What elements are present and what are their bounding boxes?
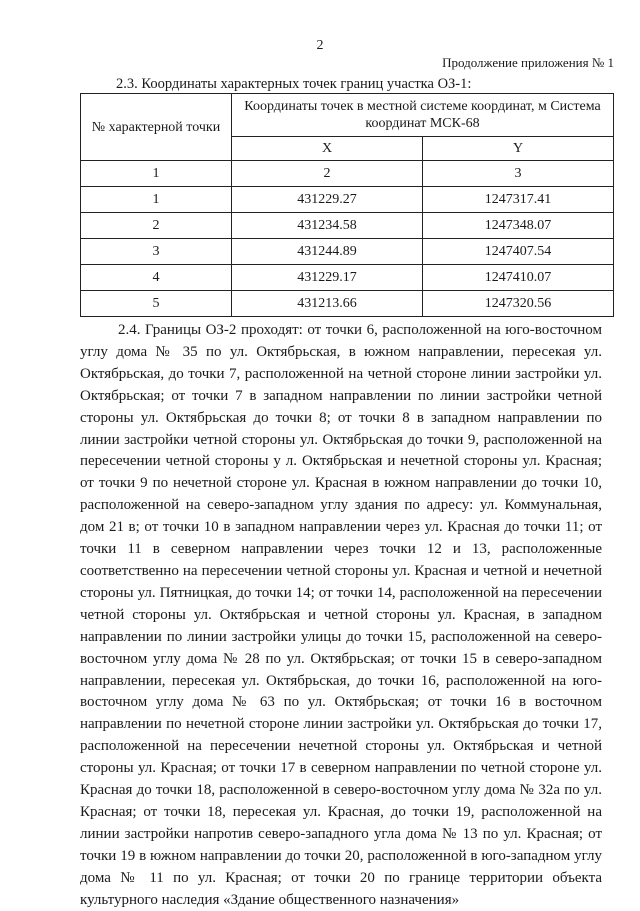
point-number: 4	[81, 265, 232, 291]
y-value: 1247320.56	[423, 291, 614, 317]
table-row	[81, 239, 614, 265]
page-number: 2	[316, 38, 324, 53]
x-value: 431213.66	[232, 291, 423, 317]
table-row	[81, 187, 614, 213]
table-title: 2.3. Координаты характерных точек границ участка ОЗ-1:	[116, 76, 472, 92]
header-x: X	[232, 137, 423, 161]
x-value: 431229.17	[232, 265, 423, 291]
y-value: 1247317.41	[423, 187, 614, 213]
table-cell: 3	[423, 161, 614, 187]
y-value: 1247348.07	[423, 213, 614, 239]
x-value: 431244.89	[232, 239, 423, 265]
table-index-row	[81, 161, 614, 187]
table-row	[81, 291, 614, 317]
header-point-number: № характерной точки	[81, 94, 232, 161]
table-cell: 1	[81, 161, 232, 187]
coordinates-table	[80, 93, 614, 317]
header-coordinates: Координаты точек в местной системе координат, м Система координат МСК-68	[232, 94, 614, 137]
x-value: 431229.27	[232, 187, 423, 213]
boundary-description	[80, 320, 602, 911]
point-number: 5	[81, 291, 232, 317]
paragraph-2-4: 2.4. Границы ОЗ-2 проходят: от точки 6, расположенной на юго-восточном углу дома № 35 по ул. Октябрьская, в южном направлении, пересекая ул. Октябрьская, до точки 7, расположенной на четной стороне линии застройки ул. Октябрьская; от точки 7 в западном направлении по линии застройки четной стороны ул. Октябрьская до точки 8; от точки 8 в западном направлении по линии застройки четной стороны ул. Октябрьская до точки 9, расположенной на пересечении четной стороны у л. Октябрьская и нечетной стороны ул. Красная; от точки 9 по нечетной стороне ул. Красная в южном направлении до точки 10, расположенной на северо-западном углу здания по адресу: ул. Коммунальная, дом 21 в; от точки 10 в западном направлении через ул. Красная до точки 11; от точки 11 в северном направлении через точки 12 и 13, расположенные соответственно на пересечении четной стороны ул. Красная и четной и нечетной стороны ул. Пятницкая, до точки 14; от точки 14, расположенной на пересечении четной стороны ул. Октябрьская и четной стороны ул. Красная, в западном направлении по линии застройки улицы до точки 15, расположенной на северо-восточном углу дома № 28 по ул. Октябрьская; от точки 15 в северо-западном направлении, пересекая ул. Октябрьская, до точки 16, расположенной на юго-восточном углу дома № 63 по ул. Октябрьская; от точки 16 в восточном направлении по нечетной стороне линии застройки ул. Октябрьская до точки 17, расположенной на пересечении нечетной стороны ул. Октябрьская и четной стороны ул. Красная; от точки 17 в северном направлении по четной стороне ул. Красная до точки 18, расположенной в северо-восточном углу дома № 32а по ул. Красная; от точки 18, пересекая ул. Красная, до точки 19, расположенной на линии застройки напротив северо-западного угла дома № 13 по ул. Красная; от точки 19 в южном направлении до точки 20, расположенной в юго-западном углу дома № 11 по ул. Красная; от точки 20 по границе территории объекта культурного наследия «Здание общественного назначения»	[80, 322, 602, 908]
table-cell: 2	[232, 161, 423, 187]
x-value: 431234.58	[232, 213, 423, 239]
point-number: 2	[81, 213, 232, 239]
point-number: 1	[81, 187, 232, 213]
header-y: Y	[423, 137, 614, 161]
table-row	[81, 213, 614, 239]
y-value: 1247410.07	[423, 265, 614, 291]
y-value: 1247407.54	[423, 239, 614, 265]
point-number: 3	[81, 239, 232, 265]
continuation-note: Продолжение приложения № 1	[442, 55, 614, 70]
table-row	[81, 265, 614, 291]
